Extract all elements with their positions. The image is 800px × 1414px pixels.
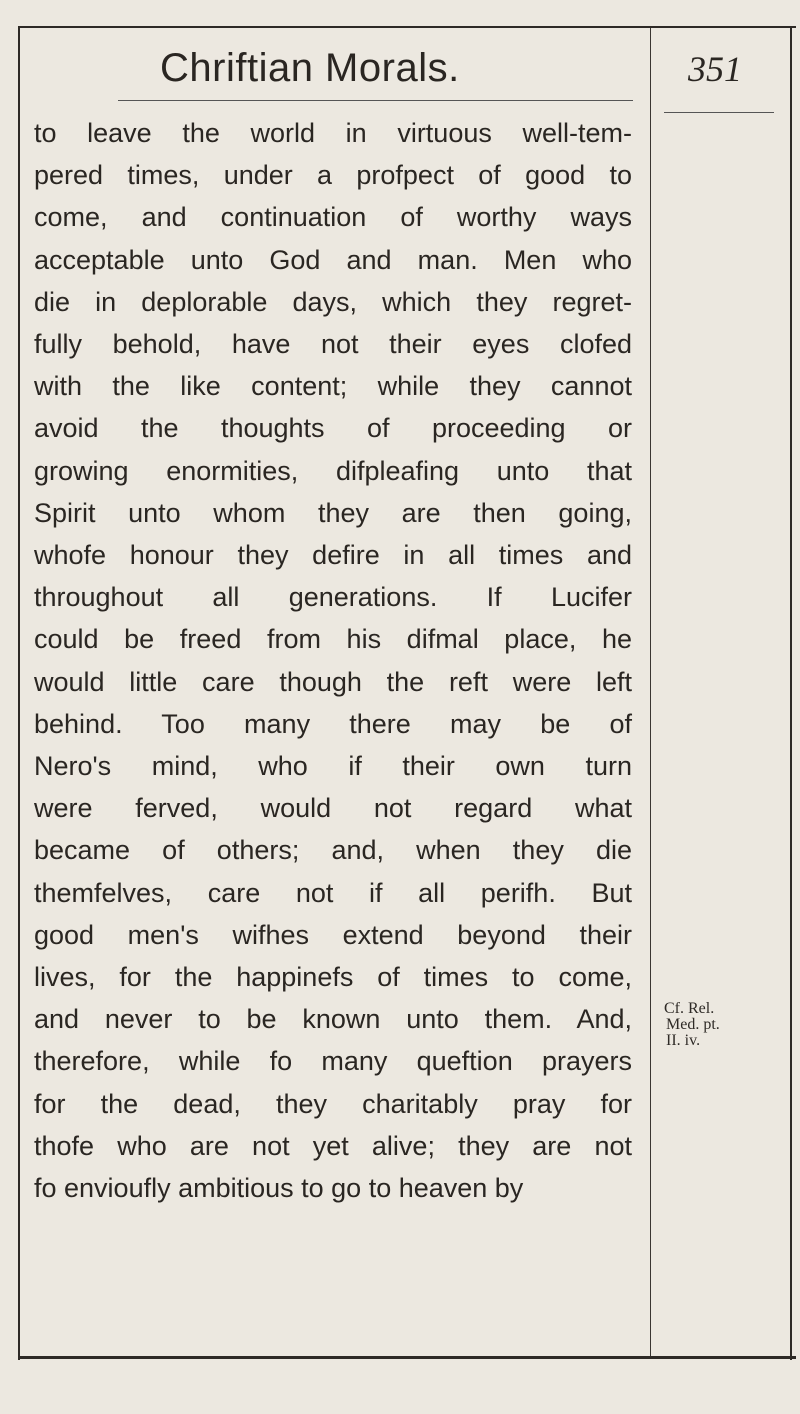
margin-note-line: II. iv. [666, 1032, 701, 1049]
top-border [18, 26, 796, 28]
text-line: with the like content; while they cannot [34, 371, 632, 402]
text-line: lives, for the happinefs of times to come, [34, 962, 632, 993]
text-line: would little care though the reft were left [34, 666, 632, 697]
margin-note [664, 1001, 720, 1049]
page-number: 351 [688, 49, 742, 89]
text-line: were ferved, would not regard what [34, 793, 632, 824]
left-border [18, 26, 20, 1360]
body-text [34, 112, 632, 1209]
text-line: Nero's mind, who if their own turn [34, 751, 632, 782]
text-line: growing enormities, difpleafing unto that [34, 455, 632, 486]
running-title: Chriftian Morals. [160, 46, 460, 90]
text-line: and never to be known unto them. And, [34, 1004, 632, 1035]
text-line: whofe honour they defire in all times and [34, 540, 632, 571]
text-line: throughout all generations. If Lucifer [34, 582, 632, 613]
text-line: for the dead, they charitably pray for [34, 1088, 632, 1119]
page-number-rule [664, 112, 774, 113]
text-line: could be freed from his difmal place, he [34, 624, 632, 655]
text-line: therefore, while fo many queftion prayers [34, 1046, 632, 1077]
text-line: fully behold, have not their eyes clofed [34, 329, 632, 360]
text-line: themfelves, care not if all perifh. But [34, 877, 632, 908]
text-line: avoid the thoughts of proceeding or [34, 413, 632, 444]
margin-note-line: Cf. Rel. [664, 1000, 715, 1017]
bottom-border [18, 1356, 796, 1359]
text-line: come, and continuation of worthy ways [34, 202, 632, 233]
text-line: became of others; and, when they die [34, 835, 632, 866]
margin-note-line: Med. pt. [666, 1016, 720, 1033]
text-line: fo envioufly ambitious to go to heaven by [34, 1173, 524, 1204]
text-line: die in deplorable days, which they regret- [34, 286, 632, 317]
text-line: thofe who are not yet alive; they are not [34, 1130, 632, 1161]
header-rule [118, 100, 633, 101]
text-line: acceptable unto God and man. Men who [34, 244, 632, 275]
text-line: pered times, under a profpect of good to [34, 160, 632, 191]
right-border [790, 26, 792, 1360]
text-line: behind. Too many there may be of [34, 708, 632, 739]
margin-divider [650, 28, 651, 1358]
text-line: to leave the world in virtuous well-tem- [34, 118, 632, 148]
text-line: Spirit unto whom they are then going, [34, 497, 632, 528]
text-line: good men's wifhes extend beyond their [34, 919, 632, 950]
